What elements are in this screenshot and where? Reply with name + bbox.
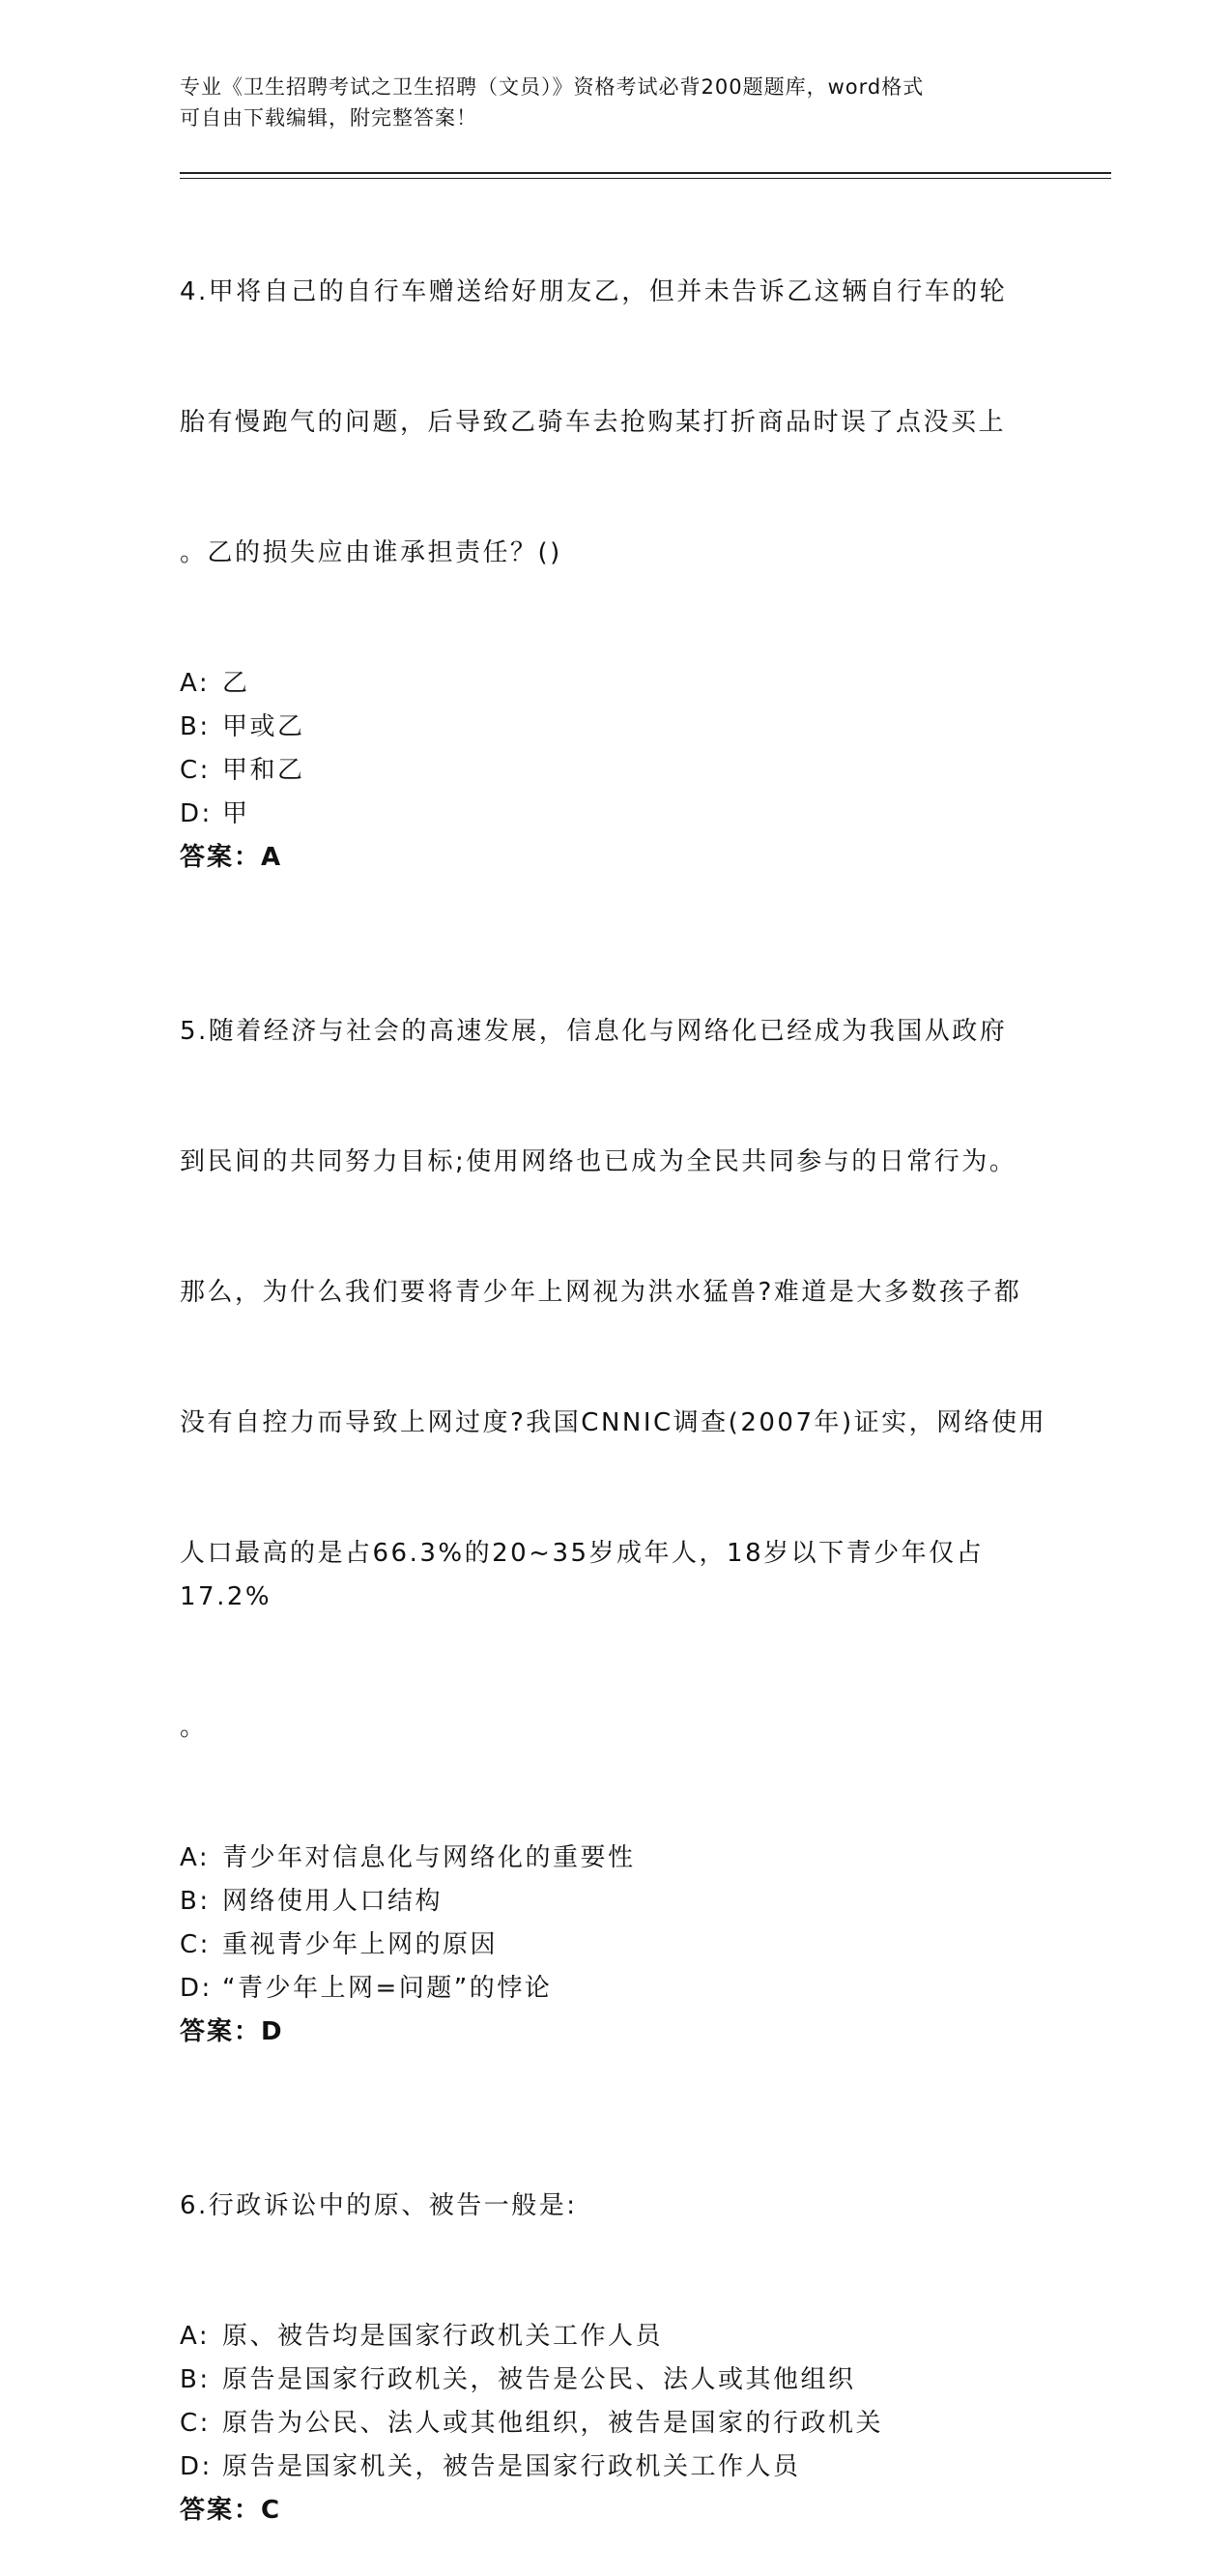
option-letter: B: [180, 2365, 211, 2394]
option-letter: D: [180, 1974, 213, 2003]
option-text: 原、被告均是国家行政机关工作人员 [222, 2322, 664, 2351]
stem-line: 。 [180, 1713, 208, 1742]
option-letter: C: [180, 756, 211, 785]
question-stem [180, 184, 1049, 662]
option-text: 原告是国家行政机关，被告是公民、法人或其他组织 [222, 2365, 856, 2394]
option-text: 甲 [222, 799, 250, 828]
option-text: 重视青少年上网的原因 [222, 1930, 499, 1959]
option-b [180, 2359, 1049, 2402]
option-c [180, 749, 1049, 793]
option-text: 网络使用人口结构 [222, 1887, 444, 1916]
question-6 [180, 2098, 1049, 2533]
option-text: 甲或乙 [222, 712, 305, 741]
option-letter: D: [180, 799, 213, 828]
option-text: 乙 [222, 669, 250, 698]
option-letter: B: [180, 1887, 211, 1916]
option-b [180, 1880, 1049, 1924]
option-letter: A: [180, 1843, 211, 1872]
stem-line: 6.行政诉讼中的原、被告一般是: [180, 2191, 578, 2220]
question-stem [180, 923, 1049, 1837]
stem-line: 到民间的共同努力目标;使用网络也已成为全民共同参与的日常行为。 [180, 1147, 1017, 1176]
question-5 [180, 923, 1049, 2054]
question-list [180, 184, 1049, 2576]
option-a [180, 662, 1049, 706]
header-line-2: 可自由下载编辑，附完整答案！ [180, 106, 477, 130]
answer-line: 答案：D [180, 2017, 284, 2046]
option-letter: A: [180, 2322, 211, 2351]
stem-line: 没有自控力而导致上网过度?我国CNNIC调查(2007年)证实，网络使用 [180, 1408, 1047, 1437]
option-d [180, 1967, 1049, 2011]
option-letter: D: [180, 2452, 213, 2481]
stem-line: 胎有慢跑气的问题，后导致乙骑车去抢购某打折商品时误了点没买上 [180, 408, 1007, 437]
header-line-1: 专业《卫生招聘考试之卫生招聘（文员）》资格考试必背200题题库，word格式 [180, 75, 925, 99]
option-text: “青少年上网=问题”的悖论 [222, 1974, 553, 2003]
option-letter: B: [180, 712, 211, 741]
option-b [180, 706, 1049, 749]
stem-line: 5.随着经济与社会的高速发展，信息化与网络化已经成为我国从政府 [180, 1017, 1008, 1046]
option-text: 原告是国家机关，被告是国家行政机关工作人员 [222, 2452, 801, 2481]
document-header [180, 72, 1049, 133]
option-letter: C: [180, 1930, 211, 1959]
option-letter: C: [180, 2409, 211, 2438]
option-a [180, 1837, 1049, 1880]
question-4 [180, 184, 1049, 880]
answer-line: 答案：A [180, 843, 283, 872]
option-d [180, 793, 1049, 836]
option-c [180, 1924, 1049, 1967]
option-text: 原告为公民、法人或其他组织，被告是国家的行政机关 [222, 2409, 884, 2438]
option-text: 甲和乙 [222, 756, 305, 785]
option-text: 青少年对信息化与网络化的重要性 [222, 1843, 636, 1872]
stem-line: 那么，为什么我们要将青少年上网视为洪水猛兽?难道是大多数孩子都 [180, 1278, 1022, 1307]
option-letter: A: [180, 669, 211, 698]
stem-line: 。乙的损失应由谁承担责任？() [180, 538, 562, 567]
question-stem [180, 2098, 1049, 2315]
option-d [180, 2446, 1049, 2489]
option-a [180, 2315, 1049, 2359]
header-divider-thick [180, 172, 1111, 174]
answer-line: 答案：C [180, 2496, 282, 2525]
option-c [180, 2402, 1049, 2446]
stem-line: 人口最高的是占66.3%的20~35岁成年人，18岁以下青少年仅占17.2% [180, 1539, 985, 1611]
header-divider-thin [180, 178, 1111, 179]
stem-line: 4.甲将自己的自行车赠送给好朋友乙，但并未告诉乙这辆自行车的轮 [180, 277, 1008, 306]
